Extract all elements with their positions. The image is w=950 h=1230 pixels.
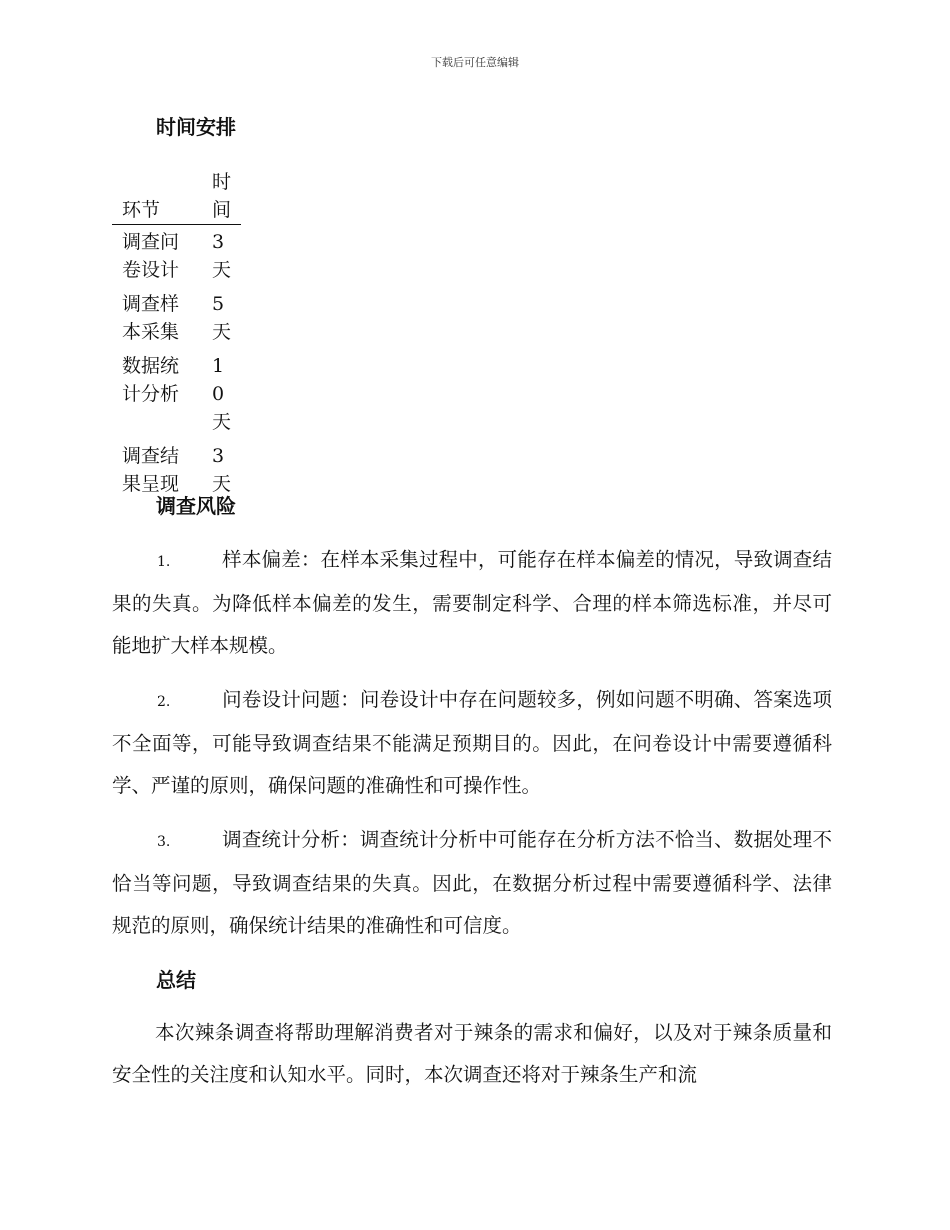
column-header-time: 时间 (202, 168, 241, 225)
risk-text: 样本偏差：在样本采集过程中，可能存在样本偏差的情况，导致调查结果的失真。为降低样本偏差的发生，需要制定科学、合理的样本筛选标准，并尽可能地扩大样本规模。 (112, 548, 832, 657)
table-row (112, 349, 241, 439)
summary-text: 本次辣条调查将帮助理解消费者对于辣条的需求和偏好，以及对于辣条质量和安全性的关注度和认知水平。同时，本次调查还将对于辣条生产和流 (112, 1021, 832, 1086)
risk-item (112, 679, 832, 807)
schedule-heading: 时间安排 (156, 115, 236, 139)
page-header: 下载后可任意编辑 (431, 56, 519, 69)
time-cell: 3天 (212, 231, 232, 281)
stage-cell: 调查样本采集 (122, 293, 180, 343)
table-row (112, 287, 241, 349)
time-cell: 5天 (212, 293, 232, 343)
time-cell: 3天 (212, 445, 232, 495)
risk-item (112, 819, 832, 947)
risk-number: 1. (157, 554, 171, 570)
risk-number: 2. (157, 694, 171, 710)
stage-cell: 调查结果呈现 (122, 445, 180, 495)
risk-item (112, 539, 832, 667)
risk-text: 调查统计分析：调查统计分析中可能存在分析方法不恰当、数据处理不恰当等问题，导致调查结果的失真。因此，在数据分析过程中需要遵循科学、法律规范的原则，确保统计结果的准确性和可信度。 (112, 828, 832, 937)
risk-text: 问卷设计问题：问卷设计中存在问题较多，例如问题不明确、答案选项不全面等，可能导致调查结果不能满足预期目的。因此，在问卷设计中需要遵循科学、严谨的原则，确保问题的准确性和可操作性。 (112, 688, 832, 797)
table-row (112, 225, 241, 288)
stage-cell: 数据统计分析 (122, 355, 180, 405)
table-header-row (112, 168, 241, 225)
risk-number: 3. (157, 834, 171, 850)
column-header-stage: 环节 (112, 168, 202, 225)
summary-heading: 总结 (156, 968, 196, 992)
stage-cell: 调查问卷设计 (122, 231, 180, 281)
time-cell: 10天 (212, 355, 232, 433)
risks-heading: 调查风险 (156, 494, 236, 518)
schedule-table (112, 168, 241, 501)
